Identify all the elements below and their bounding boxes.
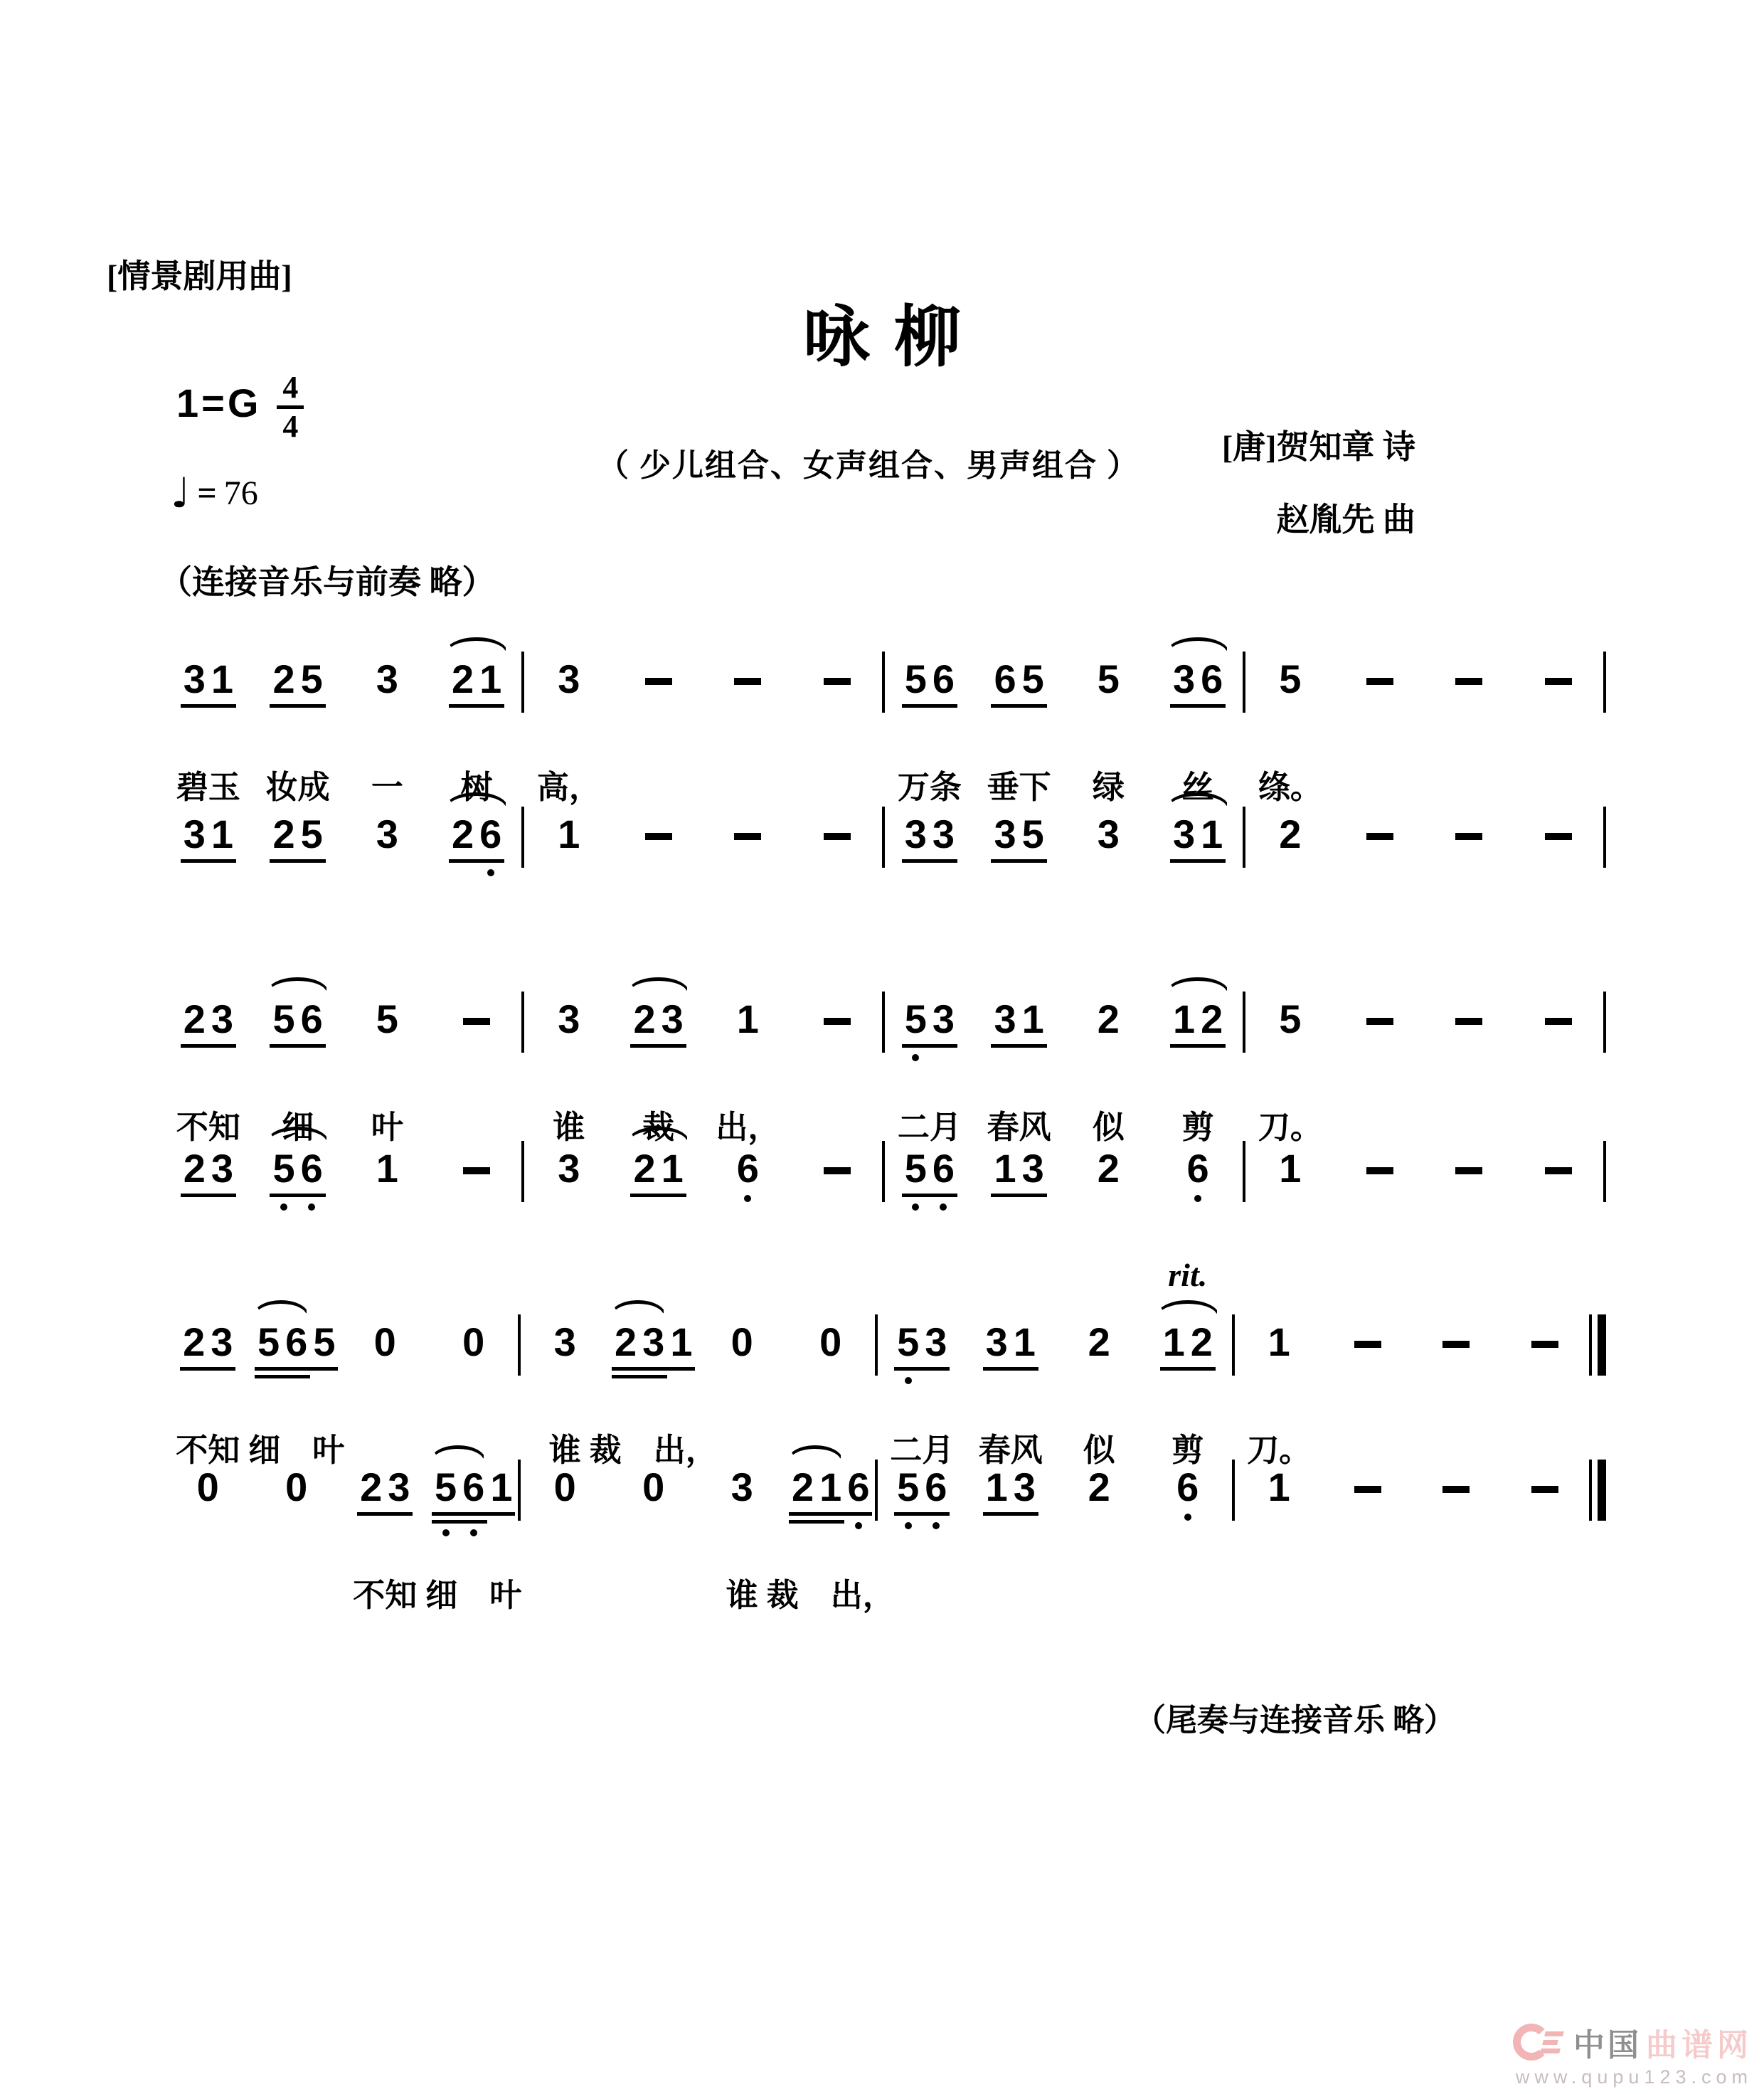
beam-line xyxy=(449,859,504,863)
slur-arc xyxy=(1167,637,1229,653)
note: 2 xyxy=(1088,1465,1110,1509)
dash xyxy=(1545,1000,1572,1038)
beam-line-2 xyxy=(612,1375,667,1378)
dash xyxy=(734,815,761,854)
note: 1 xyxy=(1279,1146,1302,1191)
octave-dot xyxy=(933,1522,940,1529)
note-group: 5 6 xyxy=(894,1468,950,1506)
octave-dot xyxy=(912,1203,919,1211)
beam-line xyxy=(894,1512,950,1516)
lyric: 裁 出， xyxy=(766,1578,895,1613)
dash xyxy=(824,815,851,854)
note: 1 出， xyxy=(737,1000,759,1038)
beam-line xyxy=(630,1044,686,1048)
octave-dot xyxy=(470,1529,477,1536)
beam-line xyxy=(1170,859,1226,863)
note: 5 绿 xyxy=(1098,660,1120,698)
watermark-url: www.qupu123.com xyxy=(1515,2066,1753,2088)
lyric: 垂下 xyxy=(987,770,1051,805)
dash xyxy=(824,660,851,698)
composer: 赵胤先 曲 xyxy=(1276,501,1415,538)
beam-line xyxy=(181,1194,236,1197)
slur-arc xyxy=(787,1445,843,1461)
beam-line xyxy=(902,859,957,863)
note: 1 xyxy=(376,1146,398,1191)
slur-arc xyxy=(1167,792,1229,808)
lyric: 万条 xyxy=(897,770,962,805)
note-group: 2 1 xyxy=(630,1149,686,1188)
note-group: 2 3 不知 xyxy=(180,1323,235,1361)
rest: 0 xyxy=(462,1319,485,1364)
rit-label: rit. xyxy=(1168,1257,1208,1293)
page-title: 咏柳 xyxy=(802,301,985,375)
lyric: 刀。 xyxy=(1258,1110,1322,1145)
dash xyxy=(1354,1468,1381,1506)
note-group: 2 1 6 裁 出， xyxy=(789,1468,872,1506)
note: 3 谁 xyxy=(558,1000,580,1038)
dash xyxy=(1545,660,1572,698)
note-group: 5 3 二月 xyxy=(894,1323,950,1361)
note-group: 3 3 xyxy=(902,815,957,854)
note: 3 谁 xyxy=(554,1323,576,1361)
lyric: 细 叶 xyxy=(248,1433,345,1468)
beam-line xyxy=(991,859,1046,863)
slur-arc xyxy=(445,792,508,808)
lyric: 谁 xyxy=(726,1578,758,1613)
intro-note: （连接音乐与前奏 略） xyxy=(159,564,495,600)
lyric: 不知 xyxy=(176,1433,240,1468)
note: 1 刀。 xyxy=(1268,1323,1290,1361)
time-signature-numerator: 4 xyxy=(277,371,304,409)
octave-dot xyxy=(940,1203,947,1211)
final-barline xyxy=(1589,1460,1606,1521)
lyric: 丝 xyxy=(1181,770,1214,805)
dash xyxy=(1531,1468,1558,1506)
rest: 0 xyxy=(819,1319,842,1364)
lyric: 出， xyxy=(716,1110,780,1145)
dash xyxy=(463,1149,490,1188)
dash xyxy=(1442,1468,1470,1506)
lyric: 裁 出， xyxy=(589,1433,718,1468)
note: 1 xyxy=(1268,1465,1290,1509)
dash xyxy=(734,660,761,698)
note-group: 6 5 垂下 xyxy=(991,660,1046,698)
dash xyxy=(1366,660,1393,698)
lyric: 碧玉 xyxy=(176,770,240,805)
note-group: 5 6 1 细 叶 xyxy=(432,1468,515,1506)
lyric: 谁 xyxy=(553,1110,585,1145)
note: 5 刀。 xyxy=(1279,1000,1301,1038)
watermark-brand-primary: 中国 xyxy=(1573,2028,1642,2063)
beam-line xyxy=(432,1512,515,1516)
key-signature: 1=G xyxy=(176,381,262,426)
lyric: 高， xyxy=(536,770,601,805)
dash xyxy=(645,815,672,854)
note-group: 2 3 不知 xyxy=(357,1468,413,1506)
note-group: 1 3 xyxy=(983,1468,1038,1506)
note-group: 2 3 裁 xyxy=(630,1000,686,1038)
note-group: 5 6 细 xyxy=(270,1000,325,1038)
beam-line xyxy=(1160,1367,1216,1371)
lyric: 似 xyxy=(1083,1433,1115,1468)
note-group: 5 6 xyxy=(270,1149,325,1188)
note: 6 xyxy=(1176,1468,1199,1506)
note-group: 1 2 剪 xyxy=(1170,1000,1226,1038)
beam-line xyxy=(902,704,957,708)
beam-line xyxy=(991,704,1046,708)
beam-line xyxy=(991,1194,1046,1197)
dash xyxy=(1455,660,1482,698)
beam-line-2 xyxy=(432,1520,487,1524)
note: 6 xyxy=(1187,1149,1209,1188)
lyric: 细 xyxy=(282,1110,314,1145)
note: 2 似 xyxy=(1098,1000,1120,1038)
lyric: 刀。 xyxy=(1247,1433,1312,1468)
lyric: 谁 xyxy=(548,1433,581,1468)
note-group: 3 1 春风 xyxy=(991,1000,1046,1038)
octave-dot xyxy=(744,1195,751,1202)
note: 3 高， xyxy=(558,660,580,698)
dash xyxy=(463,1000,490,1038)
outro-note: （尾奏与连接音乐 略） xyxy=(1135,1703,1455,1738)
note: 3 xyxy=(376,812,398,856)
barline xyxy=(1603,1141,1606,1202)
watermark xyxy=(1513,2019,1753,2088)
note: 3 谁 xyxy=(731,1468,753,1506)
octave-dot xyxy=(280,1203,287,1211)
note: 3 一 xyxy=(376,660,398,698)
score-line-6 xyxy=(164,1465,1606,1613)
lyric: 春风 xyxy=(987,1110,1051,1145)
beam-line xyxy=(612,1367,695,1371)
slur-arc xyxy=(253,1300,309,1316)
beam-line xyxy=(630,1194,686,1197)
lyric: 树 xyxy=(460,770,493,805)
note-group: 2 6 xyxy=(449,815,504,854)
beam-line xyxy=(991,1044,1046,1048)
octave-dot xyxy=(905,1522,912,1529)
rest: 0 xyxy=(373,1319,396,1364)
rest: 0 xyxy=(642,1465,665,1509)
beam-line xyxy=(181,859,236,863)
score-line-1 xyxy=(164,657,1606,805)
beam-line xyxy=(255,1367,338,1371)
lyric: 绿 xyxy=(1092,770,1125,805)
rest: 0 xyxy=(196,1465,219,1509)
time-signature-denominator: 4 xyxy=(282,409,299,445)
beam-line xyxy=(789,1512,872,1516)
dash xyxy=(1366,1149,1393,1188)
beam-line-2 xyxy=(789,1520,844,1524)
slur-arc xyxy=(627,1127,690,1142)
lyric: 不知 xyxy=(353,1578,418,1613)
octave-dot xyxy=(442,1529,450,1536)
octave-dot xyxy=(487,869,494,876)
beam-line xyxy=(270,1044,325,1048)
rest: 0 xyxy=(730,1319,753,1364)
barline xyxy=(1603,652,1606,713)
note-group: 1 2 剪 rit. xyxy=(1160,1323,1216,1361)
dash xyxy=(1545,1149,1572,1188)
lyric: 春风 xyxy=(978,1433,1043,1468)
lyric: 剪 xyxy=(1181,1110,1214,1145)
lyric: 二月 xyxy=(897,1110,962,1145)
quarter-note-icon: ♩ xyxy=(171,469,191,517)
beam-line-2 xyxy=(255,1375,310,1378)
genre-tag: [情景剧用曲] xyxy=(107,258,292,294)
score xyxy=(164,0,1606,2094)
note: 3 xyxy=(1097,812,1120,856)
tempo-equals: = xyxy=(197,474,217,512)
rest: 0 xyxy=(285,1465,308,1509)
note-group: 3 1 xyxy=(1170,815,1226,854)
dash xyxy=(824,1000,851,1038)
beam-line xyxy=(270,859,325,863)
slur-arc xyxy=(430,1445,486,1461)
lyric: 裁 xyxy=(642,1110,675,1145)
slur-arc xyxy=(627,977,690,993)
dash xyxy=(1545,815,1572,854)
octave-dot xyxy=(905,1377,912,1384)
dash xyxy=(1455,1149,1482,1188)
note-group: 2 3 1 裁 出， xyxy=(612,1323,695,1361)
score-line-2 xyxy=(164,812,1606,868)
note-group: 2 5 妆成 xyxy=(270,660,325,698)
beam-line xyxy=(180,1367,235,1371)
octave-dot xyxy=(1184,1514,1191,1521)
note: 1 xyxy=(558,812,580,856)
lyricist: [唐]贺知章 诗 xyxy=(1221,429,1415,465)
note: 3 xyxy=(558,1146,580,1191)
dash xyxy=(824,1149,851,1188)
note-group: 3 5 xyxy=(991,815,1046,854)
lyric: 不知 xyxy=(176,1110,240,1145)
octave-dot xyxy=(308,1203,315,1211)
barline xyxy=(1603,807,1606,868)
beam-line xyxy=(449,704,504,708)
slur-arc xyxy=(267,1127,329,1142)
note-group: 5 6 5 细 叶 xyxy=(255,1323,338,1361)
note-group: 1 3 xyxy=(991,1149,1046,1188)
lyric: 妆成 xyxy=(265,770,330,805)
octave-dot xyxy=(1194,1195,1201,1202)
dash xyxy=(1354,1323,1381,1361)
note-group: 5 3 二月 xyxy=(902,1000,957,1038)
note: 5 叶 xyxy=(376,1000,398,1038)
ensemble-note: （ 少儿组合、女声组合、男声组合 ） xyxy=(597,448,1139,483)
lyric: 二月 xyxy=(890,1433,955,1468)
slur-arc xyxy=(610,1300,666,1316)
dash xyxy=(645,660,672,698)
tempo-value: 76 xyxy=(223,474,258,512)
beam-line xyxy=(902,1194,957,1197)
note-group: 2 3 不知 xyxy=(181,1000,236,1038)
beam-line xyxy=(270,704,325,708)
slur-arc xyxy=(1167,977,1229,993)
note-group: 2 1 树 xyxy=(449,660,504,698)
beam-line xyxy=(181,1044,236,1048)
note-group: 2 5 xyxy=(270,815,325,854)
lyric: 似 xyxy=(1092,1110,1125,1145)
beam-line xyxy=(894,1367,950,1371)
note: 2 似 xyxy=(1088,1323,1110,1361)
slur-arc xyxy=(445,637,508,653)
note-group: 3 6 丝 xyxy=(1170,660,1226,698)
octave-dot xyxy=(855,1522,862,1529)
note: 6 xyxy=(737,1149,759,1188)
score-line-3 xyxy=(164,996,1606,1145)
lyric: 绦。 xyxy=(1258,770,1322,805)
note-group: 5 6 xyxy=(902,1149,957,1188)
note-group: 3 1 春风 xyxy=(983,1323,1038,1361)
beam-line xyxy=(1170,704,1226,708)
note-group: 3 1 xyxy=(181,815,236,854)
lyric: 一 xyxy=(371,770,403,805)
note: 5 绦。 xyxy=(1279,660,1301,698)
dash xyxy=(1366,815,1393,854)
note-group: 3 1 碧玉 xyxy=(181,660,236,698)
score-line-5 xyxy=(164,1257,1606,1468)
slur-arc xyxy=(267,977,329,993)
beam-line xyxy=(181,704,236,708)
note: 2 xyxy=(1097,1146,1120,1191)
lyric: 叶 xyxy=(371,1110,403,1145)
note-group: 2 3 xyxy=(181,1149,236,1188)
rest: 0 xyxy=(553,1465,576,1509)
final-barline xyxy=(1589,1314,1606,1376)
beam-line xyxy=(983,1367,1038,1371)
slur-arc xyxy=(1157,1300,1219,1316)
dash xyxy=(1366,1000,1393,1038)
beam-line xyxy=(902,1044,957,1048)
beam-line xyxy=(270,1194,325,1197)
octave-dot xyxy=(912,1054,919,1061)
note-group: 5 6 万条 xyxy=(902,660,957,698)
dash xyxy=(1442,1323,1470,1361)
watermark-brand-secondary: 曲谱网 xyxy=(1646,2028,1753,2063)
note: 2 xyxy=(1279,812,1302,856)
score-line-4 xyxy=(164,1146,1606,1202)
lyric: 细 叶 xyxy=(425,1578,522,1613)
dash xyxy=(1455,1000,1482,1038)
beam-line xyxy=(983,1512,1038,1516)
barline xyxy=(1603,992,1606,1053)
lyric: 剪 xyxy=(1171,1433,1204,1468)
beam-line xyxy=(357,1512,413,1516)
beam-line xyxy=(1170,1044,1226,1048)
dash xyxy=(1455,815,1482,854)
dash xyxy=(1531,1323,1558,1361)
